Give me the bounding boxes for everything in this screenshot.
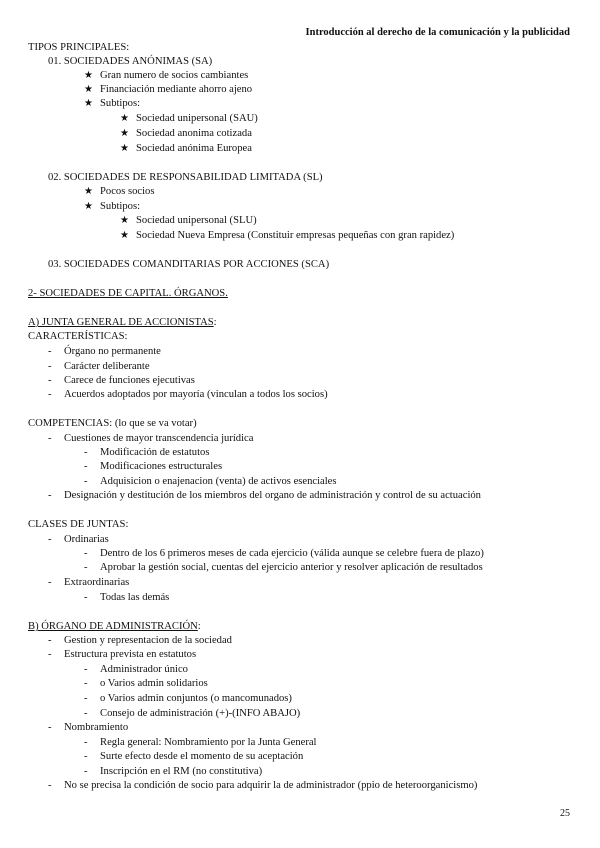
dash-bullet: - [84, 476, 88, 487]
list-item: Sociedad anonima cotizada [136, 128, 252, 139]
list-item: Regla general: Nombramiento por la Junta General [100, 737, 317, 748]
list-item: Acuerdos adoptados por mayoría (vinculan a todos los socios) [64, 389, 328, 400]
list-item: Gestion y representacion de la sociedad [64, 635, 232, 646]
list-item: Financiación mediante ahorro ajeno [100, 84, 253, 95]
tipos-title: TIPOS PRINCIPALES: [28, 42, 130, 53]
list-item: o Varios admin solidarios [100, 678, 208, 689]
dash-bullet: - [48, 375, 52, 386]
list-item: Aprobar la gestión social, cuentas del ejercicio anterior y resolver aplicación de resultados [100, 562, 483, 573]
organo-heading [28, 620, 201, 634]
dash-bullet: - [84, 592, 88, 603]
dash-bullet: - [48, 722, 52, 733]
list-item: Subtipos: [100, 201, 141, 212]
organo-title-colon: : [197, 621, 201, 632]
dash-bullet: - [48, 577, 52, 588]
dash-bullet: - [48, 635, 52, 646]
star-bullet-icon: ★ [84, 186, 93, 197]
list-item: Sociedad Nueva Empresa (Constituir empresas pequeñas con gran rapidez) [136, 230, 455, 241]
list-item: Inscripción en el RM (no constitutiva) [100, 766, 263, 777]
list-item: Dentro de los 6 primeros meses de cada ejercicio (válida aunque se celebre fuera de plazo) [100, 548, 484, 559]
page-number: 25 [560, 808, 570, 819]
list-item: Estructura prevista en estatutos [64, 649, 197, 660]
dash-bullet: - [48, 389, 52, 400]
dash-bullet: - [48, 780, 52, 791]
list-item: Sociedad anónima Europea [136, 143, 252, 154]
clases-title: CLASES DE JUNTAS: [28, 519, 129, 530]
dash-bullet: - [84, 751, 88, 762]
list-item: Carece de funciones ejecutivas [64, 375, 195, 386]
list-item: Órgano no permanente [64, 346, 161, 357]
list-item: Subtipos: [100, 98, 141, 109]
dash-bullet: - [48, 649, 52, 660]
dash-bullet: - [48, 346, 52, 357]
star-bullet-icon: ★ [84, 84, 93, 95]
list-item: Ordinarias [64, 534, 109, 545]
dash-bullet: - [84, 548, 88, 559]
list-item: o Varios admin conjuntos (o mancomunados) [100, 693, 292, 704]
running-header: Introducción al derecho de la comunicación y la publicidad [305, 27, 570, 38]
dash-bullet: - [84, 664, 88, 675]
star-bullet-icon: ★ [84, 98, 93, 109]
dash-bullet: - [84, 461, 88, 472]
dash-bullet: - [84, 737, 88, 748]
sl-title: 02. SOCIEDADES DE RESPONSABILIDAD LIMITADA (SL) [48, 172, 323, 183]
list-item: Sociedad unipersonal (SAU) [136, 113, 258, 124]
list-item: Consejo de administración (+)-(INFO ABAJO) [100, 708, 301, 719]
dash-bullet: - [84, 693, 88, 704]
dash-bullet: - [84, 766, 88, 777]
dash-bullet: - [48, 490, 52, 501]
list-item: Designación y destitución de los miembros del organo de administración y control de su actuación [64, 490, 481, 501]
list-item: Cuestiones de mayor transcendencia jurídica [64, 433, 254, 444]
dash-bullet: - [48, 534, 52, 545]
list-item: Extraordinarias [64, 577, 130, 588]
competencias-title: COMPETENCIAS: (lo que se va votar) [28, 418, 197, 429]
star-bullet-icon: ★ [120, 143, 129, 154]
list-item: Administrador único [100, 664, 188, 675]
star-bullet-icon: ★ [84, 201, 93, 212]
dash-bullet: - [84, 447, 88, 458]
list-item: No se precisa la condición de socio para adquirir la de administrador (ppio de heteroorganicismo) [64, 780, 478, 791]
list-item: Gran numero de socios cambiantes [100, 70, 249, 81]
star-bullet-icon: ★ [84, 70, 93, 81]
list-item: Surte efecto desde el momento de su aceptación [100, 751, 304, 762]
list-item: Adquisicion o enajenacion (venta) de activos esenciales [100, 476, 337, 487]
sa-title: 01. SOCIEDADES ANÓNIMAS (SA) [48, 56, 213, 67]
junta-title: A) JUNTA GENERAL DE ACCIONISTAS [28, 317, 214, 328]
list-item: Carácter deliberante [64, 361, 150, 372]
star-bullet-icon: ★ [120, 113, 129, 124]
dash-bullet: - [48, 433, 52, 444]
list-item: Modificaciones estructurales [100, 461, 223, 472]
star-bullet-icon: ★ [120, 215, 129, 226]
list-item: Modificación de estatutos [100, 447, 210, 458]
dash-bullet: - [84, 562, 88, 573]
list-item: Sociedad unipersonal (SLU) [136, 215, 257, 226]
caracteristicas-title: CARACTERÍSTICAS: [28, 331, 128, 342]
list-item: Todas las demás [100, 592, 170, 603]
junta-heading [28, 316, 217, 330]
dash-bullet: - [48, 361, 52, 372]
dash-bullet: - [84, 708, 88, 719]
sca-title: 03. SOCIEDADES COMANDITARIAS POR ACCIONES (SCA) [48, 259, 330, 270]
section-title-organos: 2- SOCIEDADES DE CAPITAL. ÓRGANOS. [28, 288, 228, 299]
list-item: Pocos socios [100, 186, 155, 197]
organo-title: B) ÓRGANO DE ADMINISTRACIÓN [28, 621, 198, 632]
junta-title-colon: : [213, 317, 217, 328]
star-bullet-icon: ★ [120, 128, 129, 139]
dash-bullet: - [84, 678, 88, 689]
star-bullet-icon: ★ [120, 230, 129, 241]
list-item: Nombramiento [64, 722, 129, 733]
